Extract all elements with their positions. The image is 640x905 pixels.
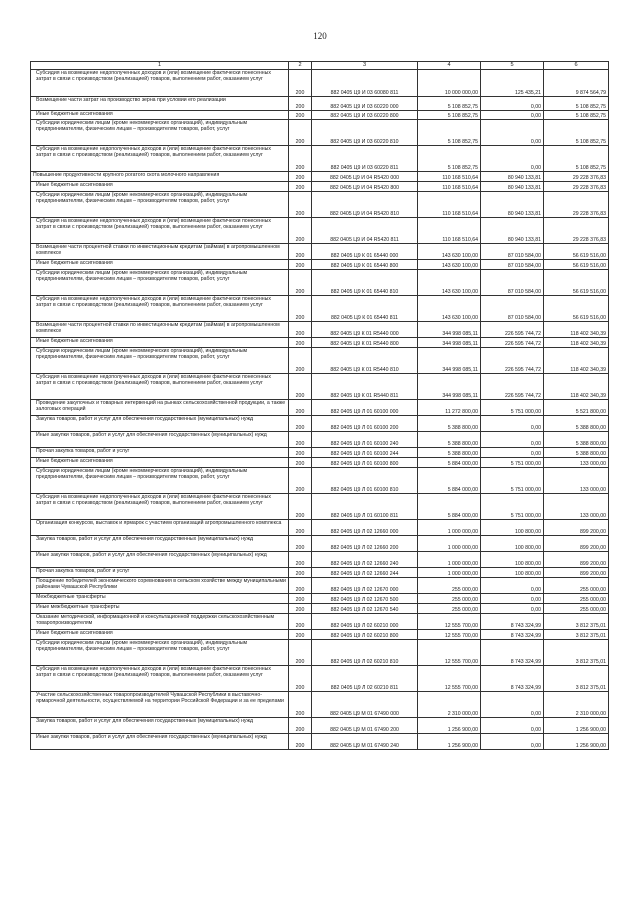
row-column2-cell: 200 [289, 172, 312, 182]
row-executed-cell: 87 010 584,00 [481, 260, 544, 270]
table-row [31, 666, 609, 692]
row-code-cell: 882 0405 Ц9 Л 02 12670 000 [312, 578, 418, 594]
row-remaining-cell: 56 619 516,00 [544, 244, 609, 260]
row-name-cell: Иные межбюджетные трансферты [31, 604, 289, 614]
table-row [31, 734, 609, 750]
table-row [31, 718, 609, 734]
row-column2-cell: 200 [289, 666, 312, 692]
row-name-cell: Прочая закупка товаров, работ и услуг [31, 568, 289, 578]
row-code-cell: 882 0405 Ц9 И 04 R5420 800 [312, 182, 418, 192]
row-approved-cell: 12 555 700,00 [418, 666, 481, 692]
row-remaining-cell: 29 228 376,83 [544, 192, 609, 218]
row-code-cell: 882 0405 Ц9 М 01 67490 000 [312, 692, 418, 718]
row-name-cell: Участие сельскохозяйственных товаропроизводителей Чувашской Республики в выставочно-ярмарочной деятельности, осуществляемой на территории Российской Федерации и за ее пределами [31, 692, 289, 718]
row-name-cell: Межбюджетные трансферты [31, 594, 289, 604]
table-row [31, 448, 609, 458]
row-column2-cell: 200 [289, 614, 312, 630]
row-column2-cell: 200 [289, 552, 312, 568]
row-remaining-cell: 5 108 852,75 [544, 120, 609, 146]
row-column2-cell: 200 [289, 640, 312, 666]
row-approved-cell: 143 630 100,00 [418, 260, 481, 270]
row-remaining-cell: 56 619 516,00 [544, 270, 609, 296]
row-remaining-cell: 255 000,00 [544, 594, 609, 604]
row-executed-cell: 80 940 133,81 [481, 218, 544, 244]
row-executed-cell: 87 010 584,00 [481, 270, 544, 296]
row-approved-cell: 5 108 852,75 [418, 146, 481, 172]
row-column2-cell: 200 [289, 97, 312, 111]
row-remaining-cell: 5 108 852,75 [544, 146, 609, 172]
row-executed-cell: 100 800,00 [481, 536, 544, 552]
row-name-cell: Иные бюджетные ассигнования [31, 260, 289, 270]
row-approved-cell: 1 256 900,00 [418, 718, 481, 734]
table-row [31, 594, 609, 604]
row-executed-cell: 5 751 000,00 [481, 468, 544, 494]
row-remaining-cell: 118 402 340,39 [544, 374, 609, 400]
row-name-cell: Проведение закупочных и товарных интервенций на рынках сельскохозяйственной продукции, а также залоговых операций [31, 400, 289, 416]
row-code-cell: 882 0405 Ц9 Л 02 60210 811 [312, 666, 418, 692]
table-row [31, 552, 609, 568]
row-remaining-cell: 29 228 376,83 [544, 172, 609, 182]
row-approved-cell: 11 272 800,00 [418, 400, 481, 416]
row-code-cell: 882 0405 Ц9 Л 02 12660 000 [312, 520, 418, 536]
row-executed-cell: 0,00 [481, 146, 544, 172]
row-name-cell: Организация конкурсов, выставок и ярмарок с участием организаций агропромышленного комплекса [31, 520, 289, 536]
row-approved-cell: 110 168 510,64 [418, 182, 481, 192]
table-row [31, 260, 609, 270]
row-remaining-cell: 5 521 800,00 [544, 400, 609, 416]
row-executed-cell: 100 800,00 [481, 520, 544, 536]
row-column2-cell: 200 [289, 374, 312, 400]
row-remaining-cell: 118 402 340,39 [544, 348, 609, 374]
table-row [31, 400, 609, 416]
row-approved-cell: 5 884 000,00 [418, 468, 481, 494]
row-code-cell: 882 0405 Ц9 Л 02 60210 810 [312, 640, 418, 666]
row-executed-cell: 0,00 [481, 432, 544, 448]
row-remaining-cell: 9 874 564,79 [544, 70, 609, 97]
row-approved-cell: 1 000 000,00 [418, 552, 481, 568]
row-executed-cell: 226 595 744,72 [481, 338, 544, 348]
row-name-cell: Иные бюджетные ассигнования [31, 630, 289, 640]
table-row [31, 70, 609, 97]
row-name-cell: Иные бюджетные ассигнования [31, 458, 289, 468]
row-remaining-cell: 3 812 375,01 [544, 630, 609, 640]
row-remaining-cell: 29 228 376,83 [544, 218, 609, 244]
table-row [31, 494, 609, 520]
row-executed-cell: 0,00 [481, 594, 544, 604]
row-approved-cell: 1 000 000,00 [418, 520, 481, 536]
row-column2-cell: 200 [289, 400, 312, 416]
row-name-cell: Прочая закупка товаров, работ и услуг [31, 448, 289, 458]
row-code-cell: 882 0405 Ц9 К 01 65440 811 [312, 296, 418, 322]
row-name-cell: Иные закупки товаров, работ и услуг для обеспечения государственных (муниципальных) нужд [31, 734, 289, 750]
row-code-cell: 882 0405 Ц9 Л 02 60210 800 [312, 630, 418, 640]
row-executed-cell: 226 595 744,72 [481, 374, 544, 400]
table-row [31, 614, 609, 630]
table-row [31, 432, 609, 448]
row-code-cell: 882 0405 Ц9 К 01 R5440 800 [312, 338, 418, 348]
header-cell: 2 [289, 62, 312, 70]
row-executed-cell: 0,00 [481, 718, 544, 734]
row-code-cell: 882 0405 Ц9 И 04 R5420 000 [312, 172, 418, 182]
row-remaining-cell: 3 812 375,01 [544, 640, 609, 666]
row-name-cell: Субсидия на возмещение недополученных доходов и (или) возмещение фактически понесенных затрат в связи с производством (реализацией) товаров, выполнением работ, оказанием услуг [31, 374, 289, 400]
table-row [31, 218, 609, 244]
row-approved-cell: 143 630 100,00 [418, 244, 481, 260]
page-number: 120 [313, 31, 327, 41]
row-remaining-cell: 5 108 852,75 [544, 97, 609, 111]
row-code-cell: 882 0405 Ц9 Л 01 60100 244 [312, 448, 418, 458]
row-executed-cell: 80 940 133,81 [481, 172, 544, 182]
row-code-cell: 882 0405 Ц9 Л 02 12670 540 [312, 604, 418, 614]
row-remaining-cell: 56 619 516,00 [544, 296, 609, 322]
table-row [31, 568, 609, 578]
row-executed-cell: 0,00 [481, 604, 544, 614]
table-row [31, 468, 609, 494]
row-name-cell: Субсидии юридическим лицам (кроме некоммерческих организаций), индивидуальным предпринимателям, физическим лицам – производителям товаров, работ, услуг [31, 270, 289, 296]
row-approved-cell: 344 998 085,11 [418, 374, 481, 400]
row-code-cell: 882 0405 Ц9 И 03 60080 811 [312, 70, 418, 97]
row-name-cell: Иные закупки товаров, работ и услуг для обеспечения государственных (муниципальных) нужд [31, 432, 289, 448]
table-row [31, 338, 609, 348]
table-row [31, 416, 609, 432]
row-remaining-cell: 3 812 375,01 [544, 666, 609, 692]
row-remaining-cell: 5 388 800,00 [544, 432, 609, 448]
header-cell: 6 [544, 62, 609, 70]
table-row [31, 270, 609, 296]
row-executed-cell: 87 010 584,00 [481, 244, 544, 260]
row-code-cell: 882 0405 Ц9 Л 02 12670 500 [312, 594, 418, 604]
row-name-cell: Иные бюджетные ассигнования [31, 182, 289, 192]
header-cell: 4 [418, 62, 481, 70]
row-executed-cell: 8 743 324,99 [481, 666, 544, 692]
row-name-cell: Субсидии юридическим лицам (кроме некоммерческих организаций), индивидуальным предпринимателям, физическим лицам – производителям товаров, работ, услуг [31, 192, 289, 218]
row-column2-cell: 200 [289, 338, 312, 348]
row-approved-cell: 2 310 000,00 [418, 692, 481, 718]
row-approved-cell: 110 168 510,64 [418, 192, 481, 218]
row-executed-cell: 125 435,21 [481, 70, 544, 97]
row-executed-cell: 0,00 [481, 578, 544, 594]
table-row [31, 172, 609, 182]
table-row [31, 192, 609, 218]
row-approved-cell: 1 000 000,00 [418, 536, 481, 552]
table-row [31, 458, 609, 468]
row-column2-cell: 200 [289, 458, 312, 468]
table-row [31, 296, 609, 322]
row-approved-cell: 110 168 510,64 [418, 218, 481, 244]
row-executed-cell: 226 595 744,72 [481, 322, 544, 338]
header-row [31, 62, 609, 70]
row-approved-cell: 12 555 700,00 [418, 640, 481, 666]
row-name-cell: Иные бюджетные ассигнования [31, 338, 289, 348]
row-code-cell: 882 0405 Ц9 Л 01 60100 800 [312, 458, 418, 468]
row-approved-cell: 12 555 700,00 [418, 614, 481, 630]
row-approved-cell: 344 998 085,11 [418, 338, 481, 348]
row-approved-cell: 5 388 800,00 [418, 432, 481, 448]
row-executed-cell: 8 743 324,99 [481, 640, 544, 666]
table-row [31, 536, 609, 552]
row-remaining-cell: 255 000,00 [544, 578, 609, 594]
row-approved-cell: 255 000,00 [418, 604, 481, 614]
row-remaining-cell: 5 388 800,00 [544, 448, 609, 458]
row-remaining-cell: 899 200,00 [544, 536, 609, 552]
row-name-cell: Иные бюджетные ассигнования [31, 111, 289, 120]
row-column2-cell: 200 [289, 468, 312, 494]
table-row [31, 374, 609, 400]
row-name-cell: Субсидии юридическим лицам (кроме некоммерческих организаций), индивидуальным предпринимателям, физическим лицам – производителям товаров, работ, услуг [31, 468, 289, 494]
row-name-cell: Субсидия на возмещение недополученных доходов и (или) возмещение фактически понесенных затрат в связи с производством (реализацией) товаров, выполнением работ, оказанием услуг [31, 218, 289, 244]
row-approved-cell: 143 630 100,00 [418, 270, 481, 296]
row-column2-cell: 200 [289, 111, 312, 120]
row-approved-cell: 344 998 085,11 [418, 322, 481, 338]
row-column2-cell: 200 [289, 568, 312, 578]
row-column2-cell: 200 [289, 630, 312, 640]
row-approved-cell: 143 630 100,00 [418, 296, 481, 322]
header-cell: 1 [31, 62, 289, 70]
row-remaining-cell: 1 256 900,00 [544, 734, 609, 750]
row-name-cell: Субсидия на возмещение недополученных доходов и (или) возмещение фактически понесенных затрат в связи с производством (реализацией) товаров, выполнением работ, оказанием услуг [31, 296, 289, 322]
row-executed-cell: 226 595 744,72 [481, 348, 544, 374]
row-executed-cell: 5 751 000,00 [481, 494, 544, 520]
row-column2-cell: 200 [289, 70, 312, 97]
row-remaining-cell: 255 000,00 [544, 604, 609, 614]
row-code-cell: 882 0405 Ц9 Л 02 60210 000 [312, 614, 418, 630]
row-column2-cell: 200 [289, 448, 312, 458]
row-name-cell: Субсидия на возмещение недополученных доходов и (или) возмещение фактически понесенных затрат в связи с производством (реализацией) товаров, выполнением работ, оказанием услуг [31, 666, 289, 692]
row-remaining-cell: 899 200,00 [544, 552, 609, 568]
row-approved-cell: 1 000 000,00 [418, 568, 481, 578]
row-approved-cell: 5 388 800,00 [418, 448, 481, 458]
row-code-cell: 882 0405 Ц9 Л 02 12660 244 [312, 568, 418, 578]
row-code-cell: 882 0405 Ц9 К 01 R5440 000 [312, 322, 418, 338]
row-column2-cell: 200 [289, 494, 312, 520]
row-column2-cell: 200 [289, 604, 312, 614]
row-column2-cell: 200 [289, 296, 312, 322]
row-approved-cell: 12 555 700,00 [418, 630, 481, 640]
row-column2-cell: 200 [289, 594, 312, 604]
row-executed-cell: 8 743 324,99 [481, 630, 544, 640]
row-code-cell: 882 0405 Ц9 Л 02 12660 200 [312, 536, 418, 552]
row-code-cell: 882 0405 Ц9 И 04 R5420 811 [312, 218, 418, 244]
row-remaining-cell: 118 402 340,39 [544, 338, 609, 348]
row-executed-cell: 5 751 000,00 [481, 458, 544, 468]
row-code-cell: 882 0405 Ц9 М 01 67490 240 [312, 734, 418, 750]
table-row [31, 244, 609, 260]
row-column2-cell: 200 [289, 348, 312, 374]
row-name-cell: Оказание методической, информационной и консультационной поддержки сельскохозяйственным товаропроизводителям [31, 614, 289, 630]
row-executed-cell: 87 010 584,00 [481, 296, 544, 322]
row-code-cell: 882 0405 Ц9 И 03 60220 000 [312, 97, 418, 111]
table-row [31, 348, 609, 374]
row-executed-cell: 0,00 [481, 734, 544, 750]
row-code-cell: 882 0405 Ц9 И 03 60220 811 [312, 146, 418, 172]
row-name-cell: Субсидия на возмещение недополученных доходов и (или) возмещение фактически понесенных затрат в связи с производством (реализацией) товаров, выполнением работ, оказанием услуг [31, 494, 289, 520]
table-row [31, 111, 609, 120]
row-executed-cell: 0,00 [481, 416, 544, 432]
header-cell: 5 [481, 62, 544, 70]
row-column2-cell: 200 [289, 182, 312, 192]
row-code-cell: 882 0405 Ц9 Л 02 12660 240 [312, 552, 418, 568]
row-code-cell: 882 0405 Ц9 Л 01 60100 000 [312, 400, 418, 416]
row-name-cell: Возмещение части процентной ставки по инвестиционным кредитам (займам) в агропромышленном комплексе [31, 322, 289, 338]
row-column2-cell: 200 [289, 734, 312, 750]
row-code-cell: 882 0405 Ц9 К 01 65440 810 [312, 270, 418, 296]
row-approved-cell: 5 884 000,00 [418, 494, 481, 520]
table-body [31, 70, 609, 750]
table-row [31, 97, 609, 111]
row-executed-cell: 5 751 000,00 [481, 400, 544, 416]
row-column2-cell: 200 [289, 270, 312, 296]
row-approved-cell: 10 000 000,00 [418, 70, 481, 97]
row-name-cell: Субсидии юридическим лицам (кроме некоммерческих организаций), индивидуальным предпринимателям, физическим лицам – производителям товаров, работ, услуг [31, 640, 289, 666]
row-code-cell: 882 0405 Ц9 К 01 65440 800 [312, 260, 418, 270]
row-approved-cell: 5 884 000,00 [418, 458, 481, 468]
row-code-cell: 882 0405 Ц9 К 01 R5440 810 [312, 348, 418, 374]
row-remaining-cell: 29 228 376,83 [544, 182, 609, 192]
row-executed-cell: 0,00 [481, 111, 544, 120]
row-code-cell: 882 0405 Ц9 К 01 R5440 811 [312, 374, 418, 400]
row-approved-cell: 344 998 085,11 [418, 348, 481, 374]
row-column2-cell: 200 [289, 520, 312, 536]
row-remaining-cell: 133 000,00 [544, 494, 609, 520]
row-executed-cell: 80 940 133,81 [481, 182, 544, 192]
row-column2-cell: 200 [289, 260, 312, 270]
row-column2-cell: 200 [289, 432, 312, 448]
row-name-cell: Иные закупки товаров, работ и услуг для обеспечения государственных (муниципальных) нужд [31, 552, 289, 568]
row-approved-cell: 5 108 852,75 [418, 111, 481, 120]
table-row [31, 520, 609, 536]
row-column2-cell: 200 [289, 244, 312, 260]
budget-table [30, 61, 609, 750]
row-name-cell: Субсидии юридическим лицам (кроме некоммерческих организаций), индивидуальным предпринимателям, физическим лицам – производителям товаров, работ, услуг [31, 348, 289, 374]
row-name-cell: Субсидия на возмещение недополученных доходов и (или) возмещение фактически понесенных затрат в связи с производством (реализацией) товаров, выполнением работ, оказанием услуг [31, 146, 289, 172]
row-executed-cell: 8 743 324,99 [481, 614, 544, 630]
table-row [31, 578, 609, 594]
row-column2-cell: 200 [289, 416, 312, 432]
row-code-cell: 882 0405 Ц9 Л 01 60100 810 [312, 468, 418, 494]
row-remaining-cell: 133 000,00 [544, 458, 609, 468]
row-approved-cell: 5 108 852,75 [418, 120, 481, 146]
row-code-cell: 882 0405 Ц9 И 03 60220 810 [312, 120, 418, 146]
header-cell: 3 [312, 62, 418, 70]
row-approved-cell: 110 168 510,64 [418, 172, 481, 182]
row-column2-cell: 200 [289, 322, 312, 338]
row-approved-cell: 5 388 800,00 [418, 416, 481, 432]
row-approved-cell: 255 000,00 [418, 578, 481, 594]
row-column2-cell: 200 [289, 692, 312, 718]
row-name-cell: Поощрение победителей экономического соревнования в сельском хозяйстве между муниципальными районами Чувашской Республики [31, 578, 289, 594]
row-name-cell: Возмещение части процентной ставки по инвестиционным кредитам (займам) в агропромышленном комплексе [31, 244, 289, 260]
row-column2-cell: 200 [289, 192, 312, 218]
row-name-cell: Возмещение части затрат на производство зерна при условии его реализации [31, 97, 289, 111]
table-row [31, 630, 609, 640]
row-remaining-cell: 56 619 516,00 [544, 260, 609, 270]
row-code-cell: 882 0405 Ц9 Л 01 60100 240 [312, 432, 418, 448]
table-row [31, 146, 609, 172]
row-column2-cell: 200 [289, 718, 312, 734]
row-executed-cell: 0,00 [481, 97, 544, 111]
row-remaining-cell: 5 108 852,75 [544, 111, 609, 120]
row-name-cell: Закупка товаров, работ и услуг для обеспечения государственных (муниципальных) нужд [31, 536, 289, 552]
row-column2-cell: 200 [289, 578, 312, 594]
row-approved-cell: 5 108 852,75 [418, 97, 481, 111]
row-remaining-cell: 3 812 375,01 [544, 614, 609, 630]
row-column2-cell: 200 [289, 146, 312, 172]
row-column2-cell: 200 [289, 536, 312, 552]
row-remaining-cell: 899 200,00 [544, 568, 609, 578]
row-column2-cell: 200 [289, 218, 312, 244]
row-code-cell: 882 0405 Ц9 И 03 60220 800 [312, 111, 418, 120]
row-remaining-cell: 5 388 800,00 [544, 416, 609, 432]
row-name-cell: Закупка товаров, работ и услуг для обеспечения государственных (муниципальных) нужд [31, 416, 289, 432]
row-executed-cell: 80 940 133,81 [481, 192, 544, 218]
table-row [31, 182, 609, 192]
table-row [31, 120, 609, 146]
table-row [31, 692, 609, 718]
row-name-cell: Повышение продуктивности крупного рогатого скота молочного направления [31, 172, 289, 182]
table-row [31, 604, 609, 614]
row-name-cell: Закупка товаров, работ и услуг для обеспечения государственных (муниципальных) нужд [31, 718, 289, 734]
row-code-cell: 882 0405 Ц9 М 01 67490 200 [312, 718, 418, 734]
row-approved-cell: 255 000,00 [418, 594, 481, 604]
row-name-cell: Субсидии юридическим лицам (кроме некоммерческих организаций), индивидуальным предпринимателям, физическим лицам – производителям товаров, работ, услуг [31, 120, 289, 146]
row-remaining-cell: 1 256 900,00 [544, 718, 609, 734]
row-executed-cell: 100 800,00 [481, 552, 544, 568]
row-executed-cell: 0,00 [481, 448, 544, 458]
row-remaining-cell: 118 402 340,39 [544, 322, 609, 338]
row-remaining-cell: 133 000,00 [544, 468, 609, 494]
row-remaining-cell: 899 200,00 [544, 520, 609, 536]
row-executed-cell: 0,00 [481, 692, 544, 718]
table-row [31, 640, 609, 666]
row-executed-cell: 100 800,00 [481, 568, 544, 578]
row-remaining-cell: 2 310 000,00 [544, 692, 609, 718]
row-name-cell: Субсидия на возмещение недополученных доходов и (или) возмещение фактически понесенных затрат в связи с производством (реализацией) товаров, выполнением работ, оказанием услуг [31, 70, 289, 97]
row-approved-cell: 1 256 900,00 [418, 734, 481, 750]
table-row [31, 322, 609, 338]
row-code-cell: 882 0405 Ц9 Л 01 60100 811 [312, 494, 418, 520]
row-executed-cell: 0,00 [481, 120, 544, 146]
row-column2-cell: 200 [289, 120, 312, 146]
row-code-cell: 882 0405 Ц9 И 04 R5420 810 [312, 192, 418, 218]
row-code-cell: 882 0405 Ц9 К 01 65440 000 [312, 244, 418, 260]
row-code-cell: 882 0405 Ц9 Л 01 60100 200 [312, 416, 418, 432]
